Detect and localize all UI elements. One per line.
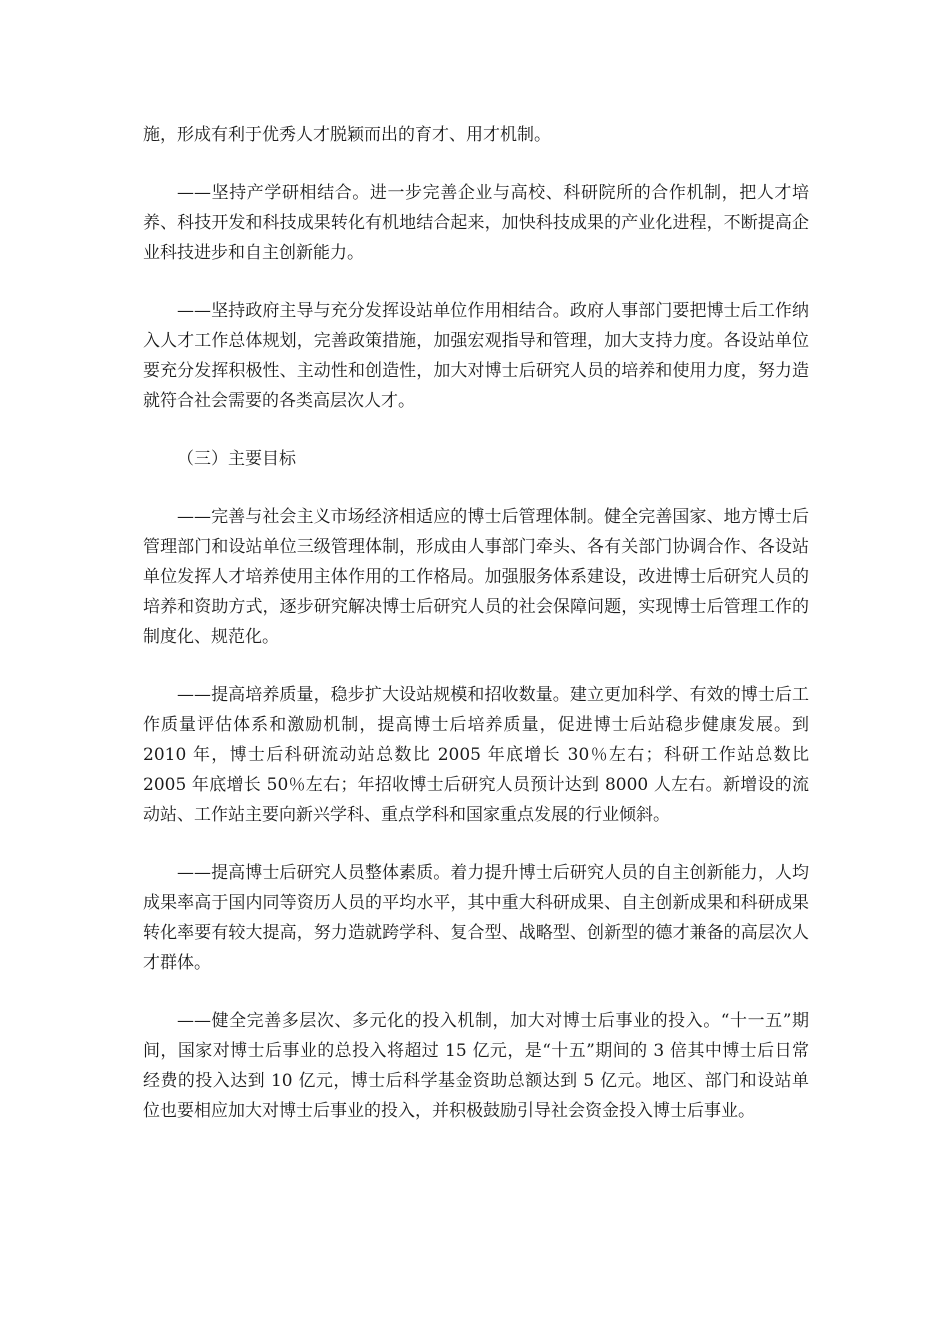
document-body: [143, 120, 809, 1154]
section-heading-main-goals: （三）主要目标: [177, 449, 296, 469]
paragraph-continuation: 施，形成有利于优秀人才脱颖而出的育才、用才机制。: [143, 125, 551, 145]
paragraph-training-quality: ——提高培养质量，稳步扩大设站规模和招收数量。建立更加科学、有效的博士后工作质量评估体系和激励机制，提高博士后培养质量，促进博士后站稳步健康发展。到 2010 年，博士后科研流动站总数比 2005 年底增长 30％左右；科研工作站总数比 2005 年底增长 50％左右；年招收博士后研究人员预计达到 8000 人左右。新增设的流动站、工作站主要向新兴学科、重点学科和国家重点发展的行业倾斜。: [143, 685, 809, 825]
paragraph-overall-quality: ——提高博士后研究人员整体素质。着力提升博士后研究人员的自主创新能力，人均成果率高于国内同等资历人员的平均水平，其中重大科研成果、自主创新成果和科研成果转化率要有较大提高，努力造就跨学科、复合型、战略型、创新型的德才兼备的高层次人才群体。: [143, 863, 809, 973]
paragraph-industry-academia: ——坚持产学研相结合。进一步完善企业与高校、科研院所的合作机制，把人才培养、科技开发和科技成果转化有机地结合起来，加快科技成果的产业化进程，不断提高企业科技进步和自主创新能力。: [143, 183, 809, 263]
paragraph-management-system: ——完善与社会主义市场经济相适应的博士后管理体制。健全完善国家、地方博士后管理部门和设站单位三级管理体制，形成由人事部门牵头、各有关部门协调合作、各设站单位发挥人才培养使用主体作用的工作格局。加强服务体系建设，改进博士后研究人员的培养和资助方式，逐步研究解决博士后研究人员的社会保障问题，实现博士后管理工作的制度化、规范化。: [143, 507, 809, 647]
paragraph-investment: ——健全完善多层次、多元化的投入机制，加大对博士后事业的投入。“十一五”期间，国家对博士后事业的总投入将超过 15 亿元，是“十五”期间的 3 倍其中博士后日常经费的投入达到 10 亿元，博士后科学基金资助总额达到 5 亿元。地区、部门和设站单位也要相应加大对博士后事业的投入，并积极鼓励引导社会资金投入博士后事业。: [143, 1011, 809, 1121]
paragraph-government-guidance: ——坚持政府主导与充分发挥设站单位作用相结合。政府人事部门要把博士后工作纳入人才工作总体规划，完善政策措施，加强宏观指导和管理，加大支持力度。各设站单位要充分发挥积极性、主动性和创造性，加大对博士后研究人员的培养和使用力度，努力造就符合社会需要的各类高层次人才。: [143, 301, 809, 411]
